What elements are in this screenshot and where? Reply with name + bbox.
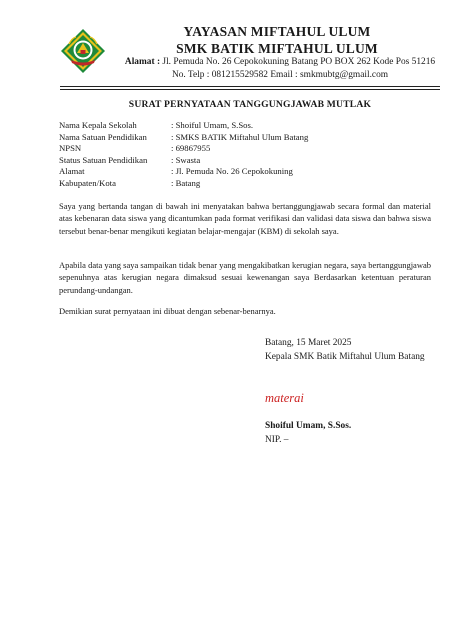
info-label: Alamat [59,166,85,177]
header-divider [60,86,440,87]
info-row [59,132,439,144]
info-label: Nama Satuan Pendidikan [59,131,147,142]
info-value: : Shoiful Umam, S.Sos. [171,120,254,130]
info-label: Kabupaten/Kota [59,177,116,188]
info-value: : Swasta [171,154,201,165]
signer-name: Shoiful Umam, S.Sos. [265,421,352,431]
school-info-table [59,120,439,190]
school-contact: No. Telp : 081215529582 Email : smkmubtg@gmail.com [171,70,389,80]
info-value: : SMKS BATIK Miftahul Ulum Batang [171,131,309,142]
info-label: Status Satuan Pendidikan [59,154,148,165]
materai-stamp: materai [265,391,304,405]
signature-date: Batang, 15 Maret 2025 [265,338,352,348]
info-value: : 69867955 [171,143,211,154]
header-divider-second [60,89,440,90]
signature-role: Kepala SMK Batik Miftahul Ulum Batang [265,352,425,362]
info-value: : Batang [171,177,201,188]
info-row [59,166,439,178]
info-row [59,120,439,132]
school-address [110,57,450,67]
school-name: SMK BATIK MIFTAHUL ULUM [176,41,378,56]
statement-paragraph: Saya yang bertanda tangan di bawah ini menyatakan bahwa bertanggungjawab secara formal dan material atas kebenaran data siswa yang dicantumkan pada format verifikasi dan validasi data siswa dan bahwa siswa tersebut benar-benar mengikuti kegiatan belajar-mengajar (KBM) di sekolah saya. [59,201,431,236]
document-title: SURAT PERNYATAAN TANGGUNGJAWAB MUTLAK [128,99,372,110]
address-label: Alamat : [124,57,161,67]
info-label: NPSN [59,143,82,154]
info-row [59,178,439,190]
foundation-name: YAYASAN MIFTAHUL ULUM [183,24,371,39]
address-text: Jl. Pemuda No. 26 Cepokokuning Batang PO BOX 262 Kode Pos 51216 [162,57,436,67]
liability-paragraph: Apabila data yang saya sampaikan tidak benar yang mengakibatkan kerugian negara, saya bertanggungjawab sepenuhnya atas kerugian negara dimaksud sesuai kewenangan saya Berdasarkan ketentuan peraturan perundang-undangan. [59,260,431,295]
signer-nip: NIP. – [265,435,289,445]
closing-paragraph: Demikian surat pernyataan ini dibuat dengan sebenar-benarnya. [59,306,276,316]
info-label: Nama Kepala Sekolah [59,120,137,130]
info-row [59,143,439,155]
info-value: : Jl. Pemuda No. 26 Cepokokuning [171,166,293,177]
school-logo-icon [60,28,106,74]
info-row [59,155,439,167]
